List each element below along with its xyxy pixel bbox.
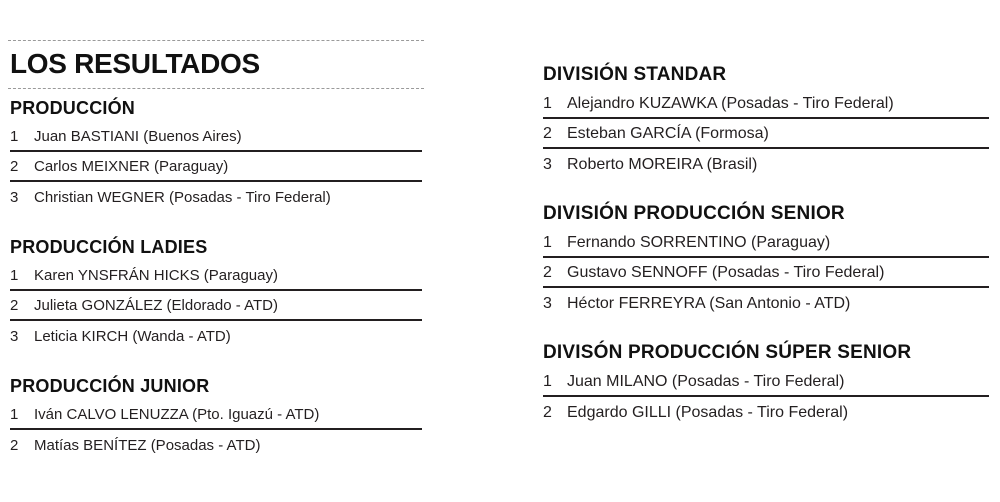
section-title: DIVISIÓN STANDAR — [543, 64, 727, 85]
competitor-name: Alejandro KUZAWKA (Posadas - Tiro Federal) — [567, 95, 894, 112]
result-row — [543, 260, 989, 288]
section-title: DIVISIÓN PRODUCCIÓN SENIOR — [543, 203, 845, 224]
right-column — [543, 63, 989, 427]
section-division-produccion-super-senior — [543, 341, 989, 427]
section-produccion-junior — [10, 374, 422, 460]
section-produccion-ladies — [10, 235, 422, 351]
result-row — [543, 230, 989, 258]
competitor-name: Carlos MEIXNER (Paraguay) — [34, 158, 229, 175]
position-number: 3 — [543, 156, 552, 173]
result-row — [543, 369, 989, 397]
competitor-name: Juan MILANO (Posadas - Tiro Federal) — [567, 373, 845, 390]
section-division-standar — [543, 63, 989, 179]
competitor-name: Matías BENÍTEZ (Posadas - ATD) — [34, 437, 261, 454]
result-row — [543, 290, 989, 318]
competitor-name: Gustavo SENNOFF (Posadas - Tiro Federal) — [567, 264, 885, 281]
competitor-name: Héctor FERREYRA (San Antonio - ATD) — [567, 295, 851, 312]
position-number: 1 — [543, 373, 552, 390]
result-row — [10, 323, 422, 351]
section-division-produccion-senior — [543, 202, 989, 318]
section-title: PRODUCCIÓN — [10, 98, 136, 118]
position-number: 3 — [543, 295, 552, 312]
result-row — [543, 151, 989, 179]
result-row — [10, 293, 422, 321]
competitor-name: Julieta GONZÁLEZ (Eldorado - ATD) — [34, 297, 278, 314]
competitor-name: Karen YNSFRÁN HICKS (Paraguay) — [34, 267, 278, 284]
position-number: 2 — [10, 158, 19, 175]
position-number: 2 — [10, 297, 19, 314]
position-number: 2 — [543, 125, 552, 142]
competitor-name: Leticia KIRCH (Wanda - ATD) — [34, 328, 231, 345]
result-row — [10, 432, 422, 460]
result-row — [10, 154, 422, 182]
position-number: 1 — [10, 406, 19, 423]
section-title: DIVISÓN PRODUCCIÓN SÚPER SENIOR — [543, 342, 912, 363]
result-row — [543, 121, 989, 149]
result-row — [10, 263, 422, 291]
competitor-name: Christian WEGNER (Posadas - Tiro Federal) — [34, 189, 331, 206]
position-number: 2 — [543, 404, 552, 421]
result-row — [10, 124, 422, 152]
competitor-name: Fernando SORRENTINO (Paraguay) — [567, 234, 831, 251]
competitor-name: Esteban GARCÍA (Formosa) — [567, 125, 769, 142]
position-number: 1 — [10, 267, 19, 284]
page-title: LOS RESULTADOS — [10, 48, 260, 79]
result-row — [543, 399, 989, 427]
position-number: 1 — [543, 95, 552, 112]
section-title: PRODUCCIÓN JUNIOR — [10, 376, 210, 396]
position-number: 3 — [10, 189, 19, 206]
competitor-name: Iván CALVO LENUZZA (Pto. Iguazú - ATD) — [34, 406, 320, 423]
position-number: 2 — [10, 437, 19, 454]
section-produccion — [10, 96, 422, 212]
left-column — [10, 96, 422, 460]
result-row — [10, 402, 422, 430]
competitor-name: Juan BASTIANI (Buenos Aires) — [34, 128, 242, 145]
top-dashed-rule — [8, 40, 424, 41]
competitor-name: Roberto MOREIRA (Brasil) — [567, 156, 758, 173]
result-row — [10, 184, 422, 212]
position-number: 2 — [543, 264, 552, 281]
position-number: 3 — [10, 328, 19, 345]
position-number: 1 — [543, 234, 552, 251]
competitor-name: Edgardo GILLI (Posadas - Tiro Federal) — [567, 404, 849, 421]
position-number: 1 — [10, 128, 19, 145]
result-row — [543, 91, 989, 119]
title-dashed-rule — [8, 88, 424, 89]
section-title: PRODUCCIÓN LADIES — [10, 237, 208, 257]
